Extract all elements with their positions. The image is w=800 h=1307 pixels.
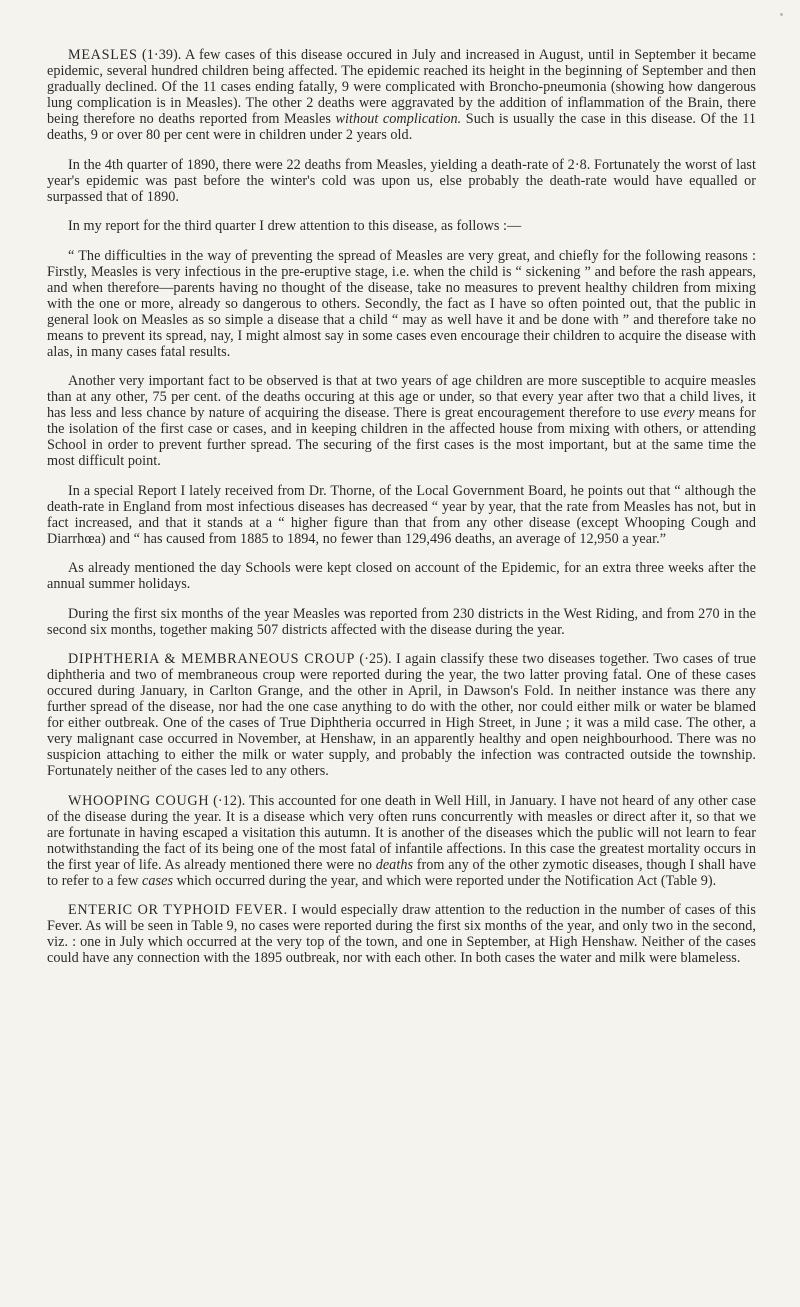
section-heading-diphtheria: DIPHTHERIA & MEMBRANEOUS CROUP (68, 651, 356, 667)
paragraph-diphtheria: DIPHTHERIA & MEMBRANEOUS CROUP (·25). I again classify these two diseases together. Two cases of true diphtheria and two of membraneous croup were reported during the year, the two latter proving fatal. One of these cases occured during January, in Carlton Grange, and the other in April, in Dawson's Fold. In neither instance was there any further spread of the disease, nor had the one case anything to do with the other, nor could either milk or water be blamed for either outbreak. One of the cases of True Diphtheria occurred in High Street, in June ; it was a mild case. The other, a very malignant case occurred in November, at Henshaw, in an apparently healthy and open neighbourhood. There was no suspicion attaching to either the milk or water supply, and probably the infection was contracted outside the township. Fortunately neither of the cases led to any others. (47, 651, 757, 779)
paragraph-enteric-fever: ENTERIC OR TYPHOID FEVER. I would especially draw attention to the reduction in the number of cases of this Fever. As will be seen in Table 9, no cases were reported during the first six months of the year, and only two in the second, viz. : one in July which occurred at the very top of the town, and one in September, at High Henshaw. Neither of the cases could have any connection with the 1895 outbreak, nor with each other. In both cases the water and milk were blameless. (47, 902, 756, 966)
paragraph-measles: MEASLES (1·39). A few cases of this disease occured in July and increased in August, until in September it became epidemic, several hundred children being affected. The epidemic reached its height in the beginning of September and then gradually declined. Of the 11 cases ending fatally, 9 were complicated with Broncho-pneumonia (showing how dangerous lung complication is in Measles). The other 2 deaths were aggravated by the addition of inflammation of the Brain, there being therefore no deaths reported from Measles without complication. Such is usually the case in this disease. Of the 11 deaths, 9 or over 80 per cent were in children under 2 years old. (47, 47, 756, 143)
section-heading-measles: MEASLES (68, 47, 138, 63)
paragraph-susceptibility: Another very important fact to be observed is that at two years of age children are more susceptible to acquire measles than at any other, 75 per cent. of the deaths occuring at this age or under, so that every year after two that a child lives, it has less and less chance by nature of acquiring the disease. There is great encouragement therefore to use every means for the isolation of the first case or cases, and in keeping children in the affected house from mixing with others, or attending School in order to prevent further spread. The securing of the first cases is the most important, but at the same time the most difficult point. (47, 373, 756, 469)
section-heading-whooping-cough: WHOOPING COUGH (68, 792, 210, 809)
paragraph-quoted-report: “ The difficulties in the way of preventing the spread of Measles are very great, and chiefly for the following reasons : Firstly, Measles is very infectious in the pre-eruptive stage, i.e. when the child is “ sickening ” and before the rash appears, and when therefore—parents having no thought of the disease, take no measures to prevent healthy children from mixing with the one or more, already so dangerous to others. Secondly, the fact as I have so often pointed out, that the public in general look on Measles as so simple a disease that a child “ may as well have it and be done with ” and therefore take no means to prevent its spread, nay, I might almost say in some cases even encourage their children to acquire the disease with alas, in many cases fatal results. (47, 247, 756, 360)
paragraph-measles-1890: In the 4th quarter of 1890, there were 22 deaths from Measles, yielding a death-rate of 2·8. Fortunately the worst of last year's epidemic was past before the winter's cold was upon us, else probably the death-rate would have equalled or surpassed that of 1890. (47, 156, 756, 205)
paragraph-whooping-cough: WHOOPING COUGH (·12). This accounted for one death in Well Hill, in January. I have not heard of any other case of the disease during the year. It is a disease which very often runs concurrently with measles or direct after it, so that we are fortunate in having escaped a visitation this autumn. It is another of the diseases which the public will not learn to fear notwithstanding the fact of its being one of the most fatal of infantile affections. In this case the greatest mortality occurs in the first year of life. As already mentioned there were no deaths from any of the other zymotic diseases, though I shall have to refer to a few cases which occurred during the year, and which were reported under the Notification Act (Table 9). (47, 792, 756, 889)
paragraph-schools-closed: As already mentioned the day Schools were kept closed on account of the Epidemic, for an extra three weeks after the annual summer holidays. (47, 560, 756, 592)
paper-speck (780, 13, 783, 16)
paragraph-districts: During the first six months of the year Measles was reported from 230 districts in the West Riding, and from 270 in the second six months, together making 507 districts affected with the disease during the year. (47, 605, 756, 638)
paragraph-report-reference: In my report for the third quarter I drew attention to this disease, as follows :— (68, 218, 522, 234)
section-heading-enteric: ENTERIC OR TYPHOID FEVER. (68, 902, 288, 918)
paragraph-thorne-report: In a special Report I lately received from Dr. Thorne, of the Local Government Board, he points out that “ although the death-rate in England from most infectious diseases has decreased “ year by year, that the rate from Measles has not, but in fact increased, and that it stands at a “ higher figure than that from any other disease (except Whooping Cough and Diarrhœa) and “ has caused from 1885 to 1894, no fewer than 129,496 deaths, an average of 12,950 a year.” (47, 482, 756, 547)
